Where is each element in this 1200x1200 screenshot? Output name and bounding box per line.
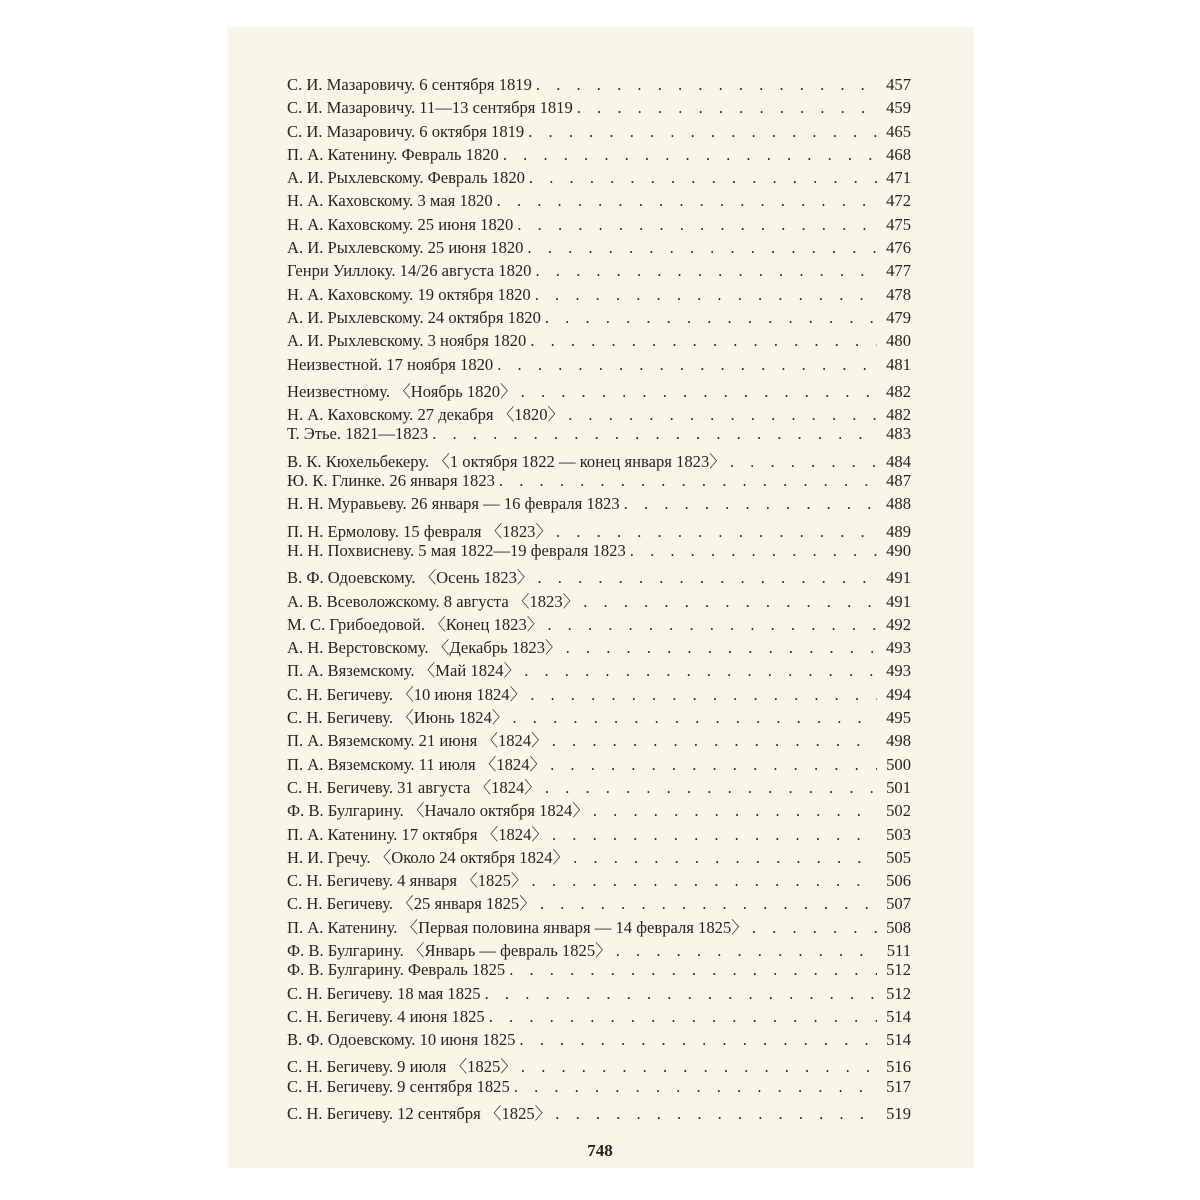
toc-entry-page-number: 481 — [886, 354, 911, 374]
toc-entry — [287, 774, 911, 797]
toc-entry-page-number: 465 — [886, 121, 911, 141]
dot-leader — [495, 471, 877, 491]
dot-leader — [748, 918, 877, 938]
toc-entry — [287, 821, 911, 844]
toc-entry — [287, 518, 911, 541]
toc-entry-title: В. К. Кюхельбекеру. 〈1 октября 1822 — конец января 1823〉 — [287, 451, 726, 471]
dot-leader — [523, 238, 877, 258]
toc-entry — [287, 657, 911, 680]
toc-entry-page-number: 507 — [886, 894, 911, 914]
toc-entry-title: Т. Этье. 1821—1823 — [287, 424, 429, 444]
dot-leader — [515, 1030, 877, 1050]
toc-entry-title: С. Н. Бегичеву. 31 августа 〈1824〉 — [287, 777, 541, 797]
dot-leader — [612, 941, 877, 961]
toc-entry-title: П. А. Катенину. 17 октября 〈1824〉 — [287, 824, 548, 844]
toc-entry — [287, 844, 911, 867]
toc-entry-page-number: 489 — [886, 521, 911, 541]
toc-entry-title: А. И. Рыхлевскому. 24 октября 1820 — [287, 307, 541, 327]
toc-entry — [287, 611, 911, 634]
dot-leader — [548, 731, 877, 751]
toc-entry — [287, 424, 911, 447]
toc-entry-page-number: 491 — [886, 568, 911, 588]
toc-entry — [287, 448, 911, 471]
toc-entry-title: П. Н. Ермолову. 15 февраля 〈1823〉 — [287, 521, 553, 541]
toc-entry-page-number: 498 — [886, 731, 911, 751]
toc-entry-page-number: 493 — [886, 638, 911, 658]
toc-entry-page-number: 501 — [886, 777, 911, 797]
dot-leader — [626, 541, 877, 561]
toc-entry — [287, 378, 911, 401]
toc-entry — [287, 494, 911, 517]
toc-entry-title: С. Н. Бегичеву. 〈25 января 1825〉 — [287, 894, 536, 914]
toc-entry-title: П. А. Вяземскому. 21 июня 〈1824〉 — [287, 731, 548, 751]
toc-entry-title: С. Н. Бегичеву. 18 мая 1825 — [287, 983, 481, 1003]
dot-leader — [564, 405, 877, 425]
dot-leader — [517, 382, 877, 402]
toc-entry-page-number: 500 — [886, 754, 911, 774]
toc-entry — [287, 541, 911, 564]
toc-entry-page-number: 476 — [886, 238, 911, 258]
dot-leader — [509, 708, 878, 728]
toc-entry — [287, 98, 911, 121]
toc-entry-title: С. Н. Бегичеву. 9 июля 〈1825〉 — [287, 1057, 517, 1077]
toc-entry-page-number: 492 — [886, 614, 911, 634]
toc-entry — [287, 867, 911, 890]
toc-entry — [287, 797, 911, 820]
dot-leader — [531, 261, 877, 281]
toc-entry-title: А. И. Рыхлевскому. Февраль 1820 — [287, 168, 525, 188]
dot-leader — [532, 75, 877, 95]
dot-leader — [481, 984, 877, 1004]
dot-leader — [589, 801, 877, 821]
toc-entry-page-number: 482 — [886, 381, 911, 401]
toc-entry — [287, 937, 911, 960]
dot-leader — [551, 1104, 877, 1124]
toc-entry-title: Н. А. Каховскому. 3 мая 1820 — [287, 191, 493, 211]
dot-leader — [531, 285, 877, 305]
toc-entry-page-number: 503 — [886, 824, 911, 844]
toc-entry — [287, 168, 911, 191]
toc-entry-title: Неизвестному. 〈Ноябрь 1820〉 — [287, 381, 517, 401]
dot-leader — [533, 568, 877, 588]
toc-entry-title: П. А. Вяземскому. 11 июля 〈1824〉 — [287, 754, 547, 774]
toc-entry-title: А. В. Всеволожскому. 8 августа 〈1823〉 — [287, 591, 580, 611]
toc-entry-page-number: 459 — [886, 98, 911, 118]
toc-entry-title: Н. Н. Похвисневу. 5 мая 1822—19 февраля 1823 — [287, 540, 626, 560]
toc-entry — [287, 401, 911, 424]
dot-leader — [546, 755, 877, 775]
dot-leader — [510, 1077, 877, 1097]
toc-entry — [287, 471, 911, 494]
toc-entry — [287, 1007, 911, 1030]
toc-entry — [287, 122, 911, 145]
dot-leader — [493, 355, 877, 375]
dot-leader — [517, 1057, 877, 1077]
toc-entry-title: П. А. Катенину. 〈Первая половина января — 14 февраля 1825〉 — [287, 917, 748, 937]
dot-leader — [562, 638, 877, 658]
dot-leader — [528, 871, 877, 891]
toc-entry-page-number: 514 — [886, 1030, 911, 1050]
toc-entry-title: А. Н. Верстовскому. 〈Декабрь 1823〉 — [287, 638, 562, 658]
toc-entry — [287, 704, 911, 727]
toc-entry — [287, 890, 911, 913]
toc-entry-page-number: 512 — [886, 960, 911, 980]
toc-entry — [287, 75, 911, 98]
dot-leader — [620, 494, 877, 514]
toc-entry-page-number: 478 — [886, 284, 911, 304]
dot-leader — [499, 145, 877, 165]
toc-entry-page-number: 519 — [886, 1104, 911, 1124]
toc-entry-title: С. Н. Бегичеву. 4 июня 1825 — [287, 1006, 485, 1026]
dot-leader — [505, 960, 877, 980]
toc-entry-title: А. И. Рыхлевскому. 25 июня 1820 — [287, 238, 524, 258]
toc-entry — [287, 960, 911, 983]
toc-entry-page-number: 506 — [886, 871, 911, 891]
toc-entry-title: П. А. Катенину. Февраль 1820 — [287, 144, 499, 164]
toc-entry-page-number: 488 — [886, 494, 911, 514]
toc-entry — [287, 1100, 911, 1123]
toc-entry-page-number: 487 — [886, 471, 911, 491]
toc-entry — [287, 308, 911, 331]
toc-entry-title: Н. А. Каховскому. 19 октября 1820 — [287, 284, 531, 304]
toc-entry-page-number: 471 — [886, 168, 911, 188]
toc-entry — [287, 984, 911, 1007]
table-of-contents — [287, 75, 911, 1123]
toc-entry-title: М. С. Грибоедовой. 〈Конец 1823〉 — [287, 614, 544, 634]
toc-entry-page-number: 491 — [886, 591, 911, 611]
toc-entry-title: В. Ф. Одоевскому. 10 июня 1825 — [287, 1030, 516, 1050]
dot-leader — [485, 1007, 877, 1027]
toc-entry-page-number: 495 — [886, 708, 911, 728]
toc-entry-title: С. Н. Бегичеву. 〈10 июня 1824〉 — [287, 684, 527, 704]
toc-entry — [287, 588, 911, 611]
toc-entry-page-number: 505 — [886, 847, 911, 867]
toc-entry-title: С. Н. Бегичеву. 4 января 〈1825〉 — [287, 871, 528, 891]
dot-leader — [548, 825, 877, 845]
toc-entry — [287, 355, 911, 378]
toc-entry-title: А. И. Рыхлевскому. 3 ноября 1820 — [287, 331, 527, 351]
dot-leader — [573, 98, 877, 118]
toc-entry-title: П. А. Вяземскому. 〈Май 1824〉 — [287, 661, 521, 681]
dot-leader — [520, 661, 877, 681]
toc-entry-title: Ф. В. Булгарину. Февраль 1825 — [287, 960, 506, 980]
page-number: 748 — [587, 1141, 613, 1160]
toc-entry-page-number: 484 — [886, 451, 911, 471]
dot-leader — [524, 122, 877, 142]
toc-entry-page-number: 472 — [886, 191, 911, 211]
dot-leader — [552, 522, 877, 542]
dot-leader — [526, 685, 877, 705]
dot-leader — [513, 215, 877, 235]
toc-entry-title: С. Н. Бегичеву. 12 сентября 〈1825〉 — [287, 1104, 552, 1124]
toc-entry — [287, 215, 911, 238]
toc-entry-page-number: 494 — [886, 684, 911, 704]
toc-entry — [287, 238, 911, 261]
toc-entry-page-number: 483 — [886, 424, 911, 444]
toc-entry-page-number: 502 — [886, 801, 911, 821]
toc-entry — [287, 727, 911, 750]
toc-entry-page-number: 475 — [886, 214, 911, 234]
toc-entry-page-number: 477 — [886, 261, 911, 281]
toc-entry-page-number: 493 — [886, 661, 911, 681]
toc-entry-page-number: 480 — [886, 331, 911, 351]
toc-entry-page-number: 479 — [886, 307, 911, 327]
toc-entry-title: С. И. Мазаровичу. 6 октября 1819 — [287, 121, 525, 141]
toc-entry-title: В. Ф. Одоевскому. 〈Осень 1823〉 — [287, 568, 534, 588]
dot-leader — [525, 168, 877, 188]
toc-entry — [287, 681, 911, 704]
toc-entry-page-number: 508 — [886, 917, 911, 937]
toc-entry — [287, 751, 911, 774]
dot-leader — [428, 424, 877, 444]
toc-entry-page-number: 482 — [886, 405, 911, 425]
toc-entry-title: Генри Уиллоку. 14/26 августа 1820 — [287, 261, 532, 281]
toc-entry-title: Ю. К. Глинке. 26 января 1823 — [287, 471, 495, 491]
toc-entry — [287, 634, 911, 657]
toc-entry-title: Н. А. Каховскому. 25 июня 1820 — [287, 214, 514, 234]
toc-entry — [287, 1077, 911, 1100]
toc-entry-page-number: 512 — [886, 983, 911, 1003]
toc-entry-title: Неизвестной. 17 ноября 1820 — [287, 354, 494, 374]
toc-entry-page-number: 514 — [886, 1006, 911, 1026]
dot-leader — [579, 592, 877, 612]
toc-entry-page-number: 490 — [886, 540, 911, 560]
toc-entry — [287, 564, 911, 587]
toc-entry-title: С. И. Мазаровичу. 6 сентября 1819 — [287, 75, 532, 94]
toc-entry-title: Ф. В. Булгарину. 〈Начало октября 1824〉 — [287, 801, 589, 821]
dot-leader — [569, 848, 877, 868]
dot-leader — [536, 894, 877, 914]
toc-entry-title: Н. И. Гречу. 〈Около 24 октября 1824〉 — [287, 847, 570, 867]
toc-entry-title: Ф. В. Булгарину. 〈Январь — февраль 1825〉 — [287, 940, 612, 960]
toc-entry-title: Н. А. Каховскому. 27 декабря 〈1820〉 — [287, 405, 565, 425]
dot-leader — [541, 308, 877, 328]
toc-entry-page-number: 468 — [886, 144, 911, 164]
toc-entry — [287, 914, 911, 937]
toc-entry — [287, 191, 911, 214]
toc-entry — [287, 285, 911, 308]
dot-leader — [493, 191, 877, 211]
toc-entry-page-number: 511 — [886, 940, 911, 960]
toc-entry — [287, 261, 911, 284]
dot-leader — [526, 331, 877, 351]
toc-entry — [287, 331, 911, 354]
toc-entry — [287, 1030, 911, 1053]
toc-entry-title: С. И. Мазаровичу. 11—13 сентября 1819 — [287, 98, 573, 118]
dot-leader — [726, 452, 877, 472]
toc-entry-page-number: 517 — [886, 1076, 911, 1096]
toc-entry — [287, 1053, 911, 1076]
toc-entry-page-number: 516 — [886, 1057, 911, 1077]
toc-entry-title: С. Н. Бегичеву. 〈Июнь 1824〉 — [287, 708, 509, 728]
toc-entry-title: Н. Н. Муравьеву. 26 января — 16 февраля 1823 — [287, 494, 620, 514]
dot-leader — [543, 615, 877, 635]
dot-leader — [541, 778, 877, 798]
toc-entry — [287, 145, 911, 168]
toc-entry-title: С. Н. Бегичеву. 9 сентября 1825 — [287, 1076, 510, 1096]
toc-entry-page-number: 457 — [886, 75, 911, 94]
